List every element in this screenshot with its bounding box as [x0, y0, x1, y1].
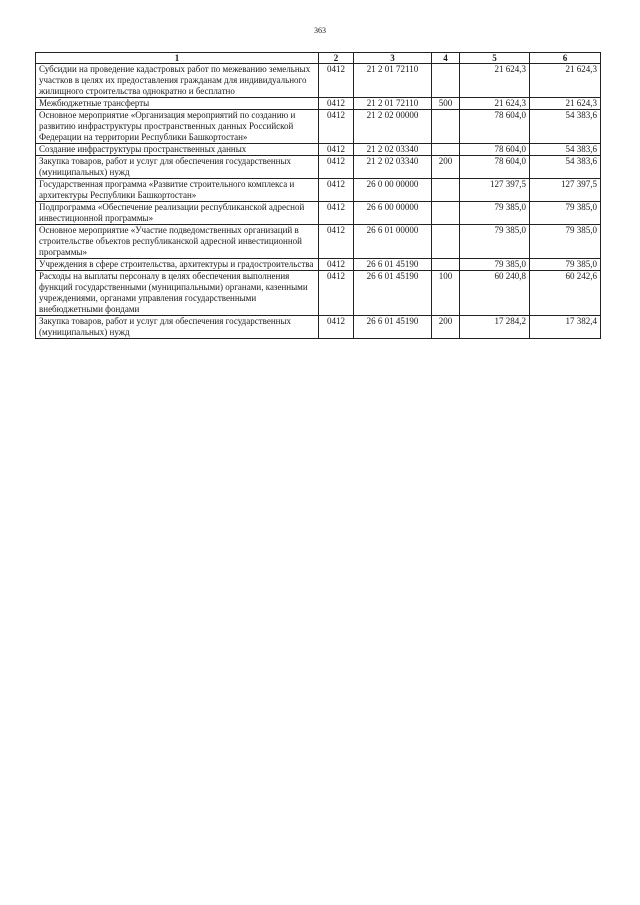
amount-cell-col6: 60 242,6	[530, 271, 601, 316]
expense-type-cell: 100	[432, 271, 460, 316]
amount-cell-col5: 78 604,0	[460, 156, 530, 179]
section-code-cell: 0412	[319, 144, 354, 156]
table-row	[36, 202, 601, 225]
expense-type-cell: 200	[432, 156, 460, 179]
section-code-cell: 0412	[319, 259, 354, 271]
column-header: 5	[460, 53, 530, 64]
row-name-cell: Подпрограмма «Обеспечение реализации республиканской адресной инвестиционной программы»	[36, 202, 319, 225]
expense-type-cell	[432, 64, 460, 98]
row-name-cell: Закупка товаров, работ и услуг для обеспечения государственных (муниципальных) нужд	[36, 316, 319, 339]
column-header: 4	[432, 53, 460, 64]
table-row	[36, 156, 601, 179]
target-article-cell: 26 6 01 45190	[354, 259, 432, 271]
target-article-cell: 26 6 00 00000	[354, 202, 432, 225]
amount-cell-col5: 21 624,3	[460, 98, 530, 110]
expense-type-cell: 200	[432, 316, 460, 339]
table-row	[36, 64, 601, 98]
row-name-cell: Основное мероприятие «Участие подведомственных организаций в строительстве объектов республиканской адресной инвестиционной программы»	[36, 225, 319, 259]
table-row	[36, 271, 601, 316]
row-name-cell: Основное мероприятие «Организация мероприятий по созданию и развитию инфраструктуры пространственных данных Российской Федерации на территории Республики Башкортостан»	[36, 110, 319, 144]
amount-cell-col5: 78 604,0	[460, 144, 530, 156]
expense-type-cell	[432, 202, 460, 225]
row-name-cell: Закупка товаров, работ и услуг для обеспечения государственных (муниципальных) нужд	[36, 156, 319, 179]
amount-cell-col5: 79 385,0	[460, 225, 530, 259]
page-number: 363	[314, 26, 326, 35]
expense-type-cell	[432, 144, 460, 156]
amount-cell-col6: 54 383,6	[530, 110, 601, 144]
target-article-cell: 21 2 02 03340	[354, 144, 432, 156]
column-header: 3	[354, 53, 432, 64]
expense-type-cell	[432, 179, 460, 202]
amount-cell-col5: 21 624,3	[460, 64, 530, 98]
column-header: 1	[36, 53, 319, 64]
amount-cell-col6: 21 624,3	[530, 98, 601, 110]
amount-cell-col6: 79 385,0	[530, 225, 601, 259]
section-code-cell: 0412	[319, 156, 354, 179]
budget-table	[35, 52, 601, 339]
target-article-cell: 26 6 01 00000	[354, 225, 432, 259]
target-article-cell: 26 6 01 45190	[354, 316, 432, 339]
expense-type-cell	[432, 225, 460, 259]
amount-cell-col5: 79 385,0	[460, 202, 530, 225]
target-article-cell: 21 2 01 72110	[354, 98, 432, 110]
target-article-cell: 26 6 01 45190	[354, 271, 432, 316]
section-code-cell: 0412	[319, 225, 354, 259]
row-name-cell: Государственная программа «Развитие строительного комплекса и архитектуры Республики Башкортостан»	[36, 179, 319, 202]
table-row	[36, 110, 601, 144]
section-code-cell: 0412	[319, 202, 354, 225]
amount-cell-col5: 60 240,8	[460, 271, 530, 316]
amount-cell-col6: 17 382,4	[530, 316, 601, 339]
table-header-row	[36, 53, 601, 64]
expense-type-cell	[432, 259, 460, 271]
target-article-cell: 26 0 00 00000	[354, 179, 432, 202]
column-header: 6	[530, 53, 601, 64]
target-article-cell: 21 2 01 72110	[354, 64, 432, 98]
amount-cell-col6: 79 385,0	[530, 259, 601, 271]
amount-cell-col6: 54 383,6	[530, 144, 601, 156]
table-row	[36, 225, 601, 259]
amount-cell-col6: 21 624,3	[530, 64, 601, 98]
column-header: 2	[319, 53, 354, 64]
target-article-cell: 21 2 02 00000	[354, 110, 432, 144]
section-code-cell: 0412	[319, 98, 354, 110]
amount-cell-col5: 79 385,0	[460, 259, 530, 271]
amount-cell-col6: 79 385,0	[530, 202, 601, 225]
section-code-cell: 0412	[319, 64, 354, 98]
row-name-cell: Субсидии на проведение кадастровых работ по межеванию земельных участков в целях их предоставления гражданам для индивидуального жилищного строительства однократно и бесплатно	[36, 64, 319, 98]
row-name-cell: Расходы на выплаты персоналу в целях обеспечения выполнения функций государственными (муниципальными) органами, казенными учреждениями, органами управления государственными внебюджетными фондами	[36, 271, 319, 316]
amount-cell-col5: 127 397,5	[460, 179, 530, 202]
table-row	[36, 259, 601, 271]
table-row	[36, 179, 601, 202]
row-name-cell: Межбюджетные трансферты	[36, 98, 319, 110]
row-name-cell: Учреждения в сфере строительства, архитектуры и градостроительства	[36, 259, 319, 271]
target-article-cell: 21 2 02 03340	[354, 156, 432, 179]
amount-cell-col5: 17 284,2	[460, 316, 530, 339]
section-code-cell: 0412	[319, 316, 354, 339]
table-row	[36, 144, 601, 156]
expense-type-cell	[432, 110, 460, 144]
amount-cell-col5: 78 604,0	[460, 110, 530, 144]
section-code-cell: 0412	[319, 110, 354, 144]
table-row	[36, 316, 601, 339]
expense-type-cell: 500	[432, 98, 460, 110]
table-row	[36, 98, 601, 110]
section-code-cell: 0412	[319, 179, 354, 202]
amount-cell-col6: 54 383,6	[530, 156, 601, 179]
amount-cell-col6: 127 397,5	[530, 179, 601, 202]
row-name-cell: Создание инфраструктуры пространственных данных	[36, 144, 319, 156]
section-code-cell: 0412	[319, 271, 354, 316]
